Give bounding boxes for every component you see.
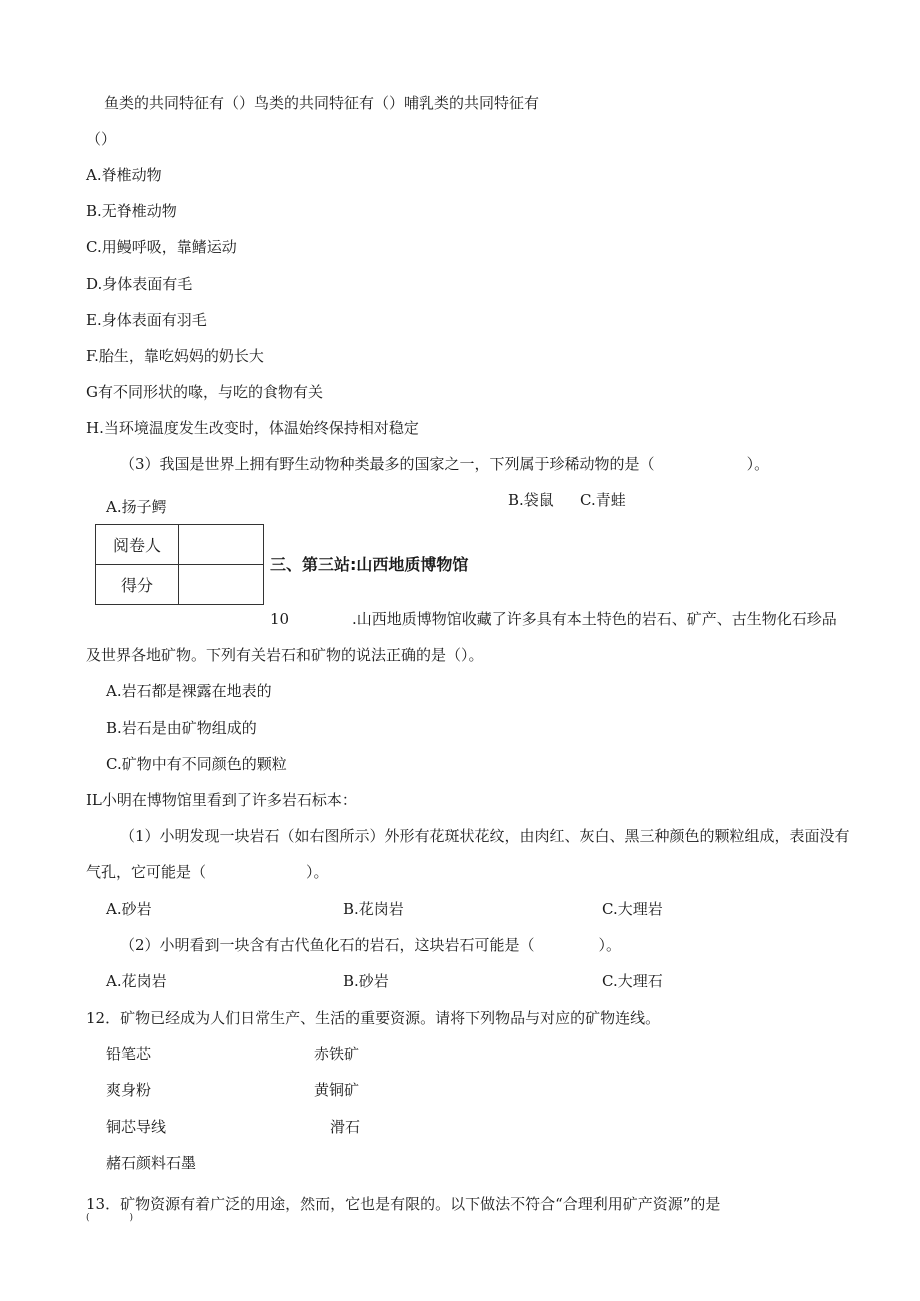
question-12-stem: 12．矿物已经成为人们日常生产、生活的重要资源。请将下列物品与对应的矿物连线。	[86, 1009, 661, 1027]
question-13-stem: 13．矿物资源有着广泛的用途，然而，它也是有限的。以下做法不符合“合理利用矿产资源”的是	[86, 1195, 721, 1213]
question-3-text: （3）我国是世界上拥有野生动物种类最多的国家之一，下列属于珍稀动物的是（	[120, 455, 655, 473]
grader-box	[95, 524, 264, 605]
match-item-talcum-powder: 爽身粉	[106, 1081, 152, 1099]
section-3-title: 三、第三站:山西地质博物馆	[270, 555, 469, 574]
question-11-part1-close: ）。	[306, 863, 329, 881]
question-intro-line2: （）	[86, 130, 117, 148]
question-3-option-c: C.青蛙	[580, 491, 626, 509]
question-11-part1-line2	[86, 862, 329, 882]
question-11-part2-option-c: C.大理石	[602, 972, 663, 990]
question-11-part1-option-a: A.砂岩	[106, 900, 152, 918]
question-intro-line1: 鱼类的共同特征有（）鸟类的共同特征有（）哺乳类的共同特征有	[104, 94, 540, 112]
paren-close: )	[129, 1213, 134, 1223]
match-mineral-chalcopyrite: 黄铜矿	[314, 1081, 360, 1099]
question-11-intro: IL小明在博物馆里看到了许多岩石标本：	[86, 791, 357, 809]
question-10-line1: .山西地质博物馆收藏了许多具有本土特色的岩石、矿产、古生物化石珍品	[352, 610, 837, 628]
question-11-part2-text: （2）小明看到一块含有古代鱼化石的岩石，这块岩石可能是（	[120, 936, 535, 954]
feature-option-e: E.身体表面有羽毛	[86, 311, 207, 329]
feature-option-d: D.身体表面有毛	[86, 275, 193, 293]
feature-option-f: F.胎生，靠吃妈妈的奶长大	[86, 347, 264, 365]
match-item-pencil-lead: 铅笔芯	[106, 1045, 152, 1063]
score-label: 得分	[96, 565, 179, 605]
question-3-option-a: A.扬子鳄	[106, 498, 167, 516]
reviewer-field[interactable]	[179, 525, 264, 565]
feature-option-h: H.当环境温度发生改变时，体温始终保持相对稳定	[86, 419, 419, 437]
feature-option-a: A.脊椎动物	[86, 166, 162, 184]
match-mineral-hematite: 赤铁矿	[314, 1045, 360, 1063]
question-11-part1-option-c: C.大理岩	[602, 900, 663, 918]
question-11-part2	[120, 935, 621, 955]
question-11-part2-option-a: A.花岗岩	[106, 972, 167, 990]
match-item-copper-wire: 铜芯导线	[106, 1118, 167, 1136]
question-3-close: ）。	[746, 455, 770, 473]
question-10-option-b: B.岩石是由矿物组成的	[106, 719, 257, 737]
question-13-paren	[86, 1212, 133, 1224]
question-10-number: 10	[270, 610, 290, 628]
question-10-option-a: A.岩石都是裸露在地表的	[106, 682, 272, 700]
question-10-option-c: C.矿物中有不同颜色的颗粒	[106, 755, 287, 773]
feature-option-c: C.用鳗呼吸，靠鳍运动	[86, 238, 237, 256]
question-11-part2-option-b: B.砂岩	[343, 972, 389, 990]
question-11-part1-option-b: B.花岗岩	[343, 900, 404, 918]
match-item-ochre-graphite: 赭石颜料石墨	[106, 1154, 197, 1172]
feature-option-g: G有不同形状的喙，与吃的食物有关	[86, 383, 323, 401]
question-11-part2-close: ）。	[598, 936, 622, 954]
question-3-stem	[120, 454, 769, 474]
question-11-part1-text: 气孔，它可能是（	[86, 863, 207, 881]
paren-open: (	[86, 1213, 90, 1223]
feature-option-b: B.无脊椎动物	[86, 202, 177, 220]
question-11-part1-line1: （1）小明发现一块岩石（如右图所示）外形有花斑状花纹，由肉红、灰白、黑三种颜色的颗粒组成，表面没有	[120, 827, 850, 845]
score-field[interactable]	[179, 565, 264, 605]
match-mineral-talc: 滑石	[330, 1118, 361, 1136]
question-3-option-b: B.袋鼠	[508, 491, 554, 509]
reviewer-label: 阅卷人	[96, 525, 179, 565]
question-10-line2: 及世界各地矿物。下列有关岩石和矿物的说法正确的是（）。	[86, 646, 484, 664]
